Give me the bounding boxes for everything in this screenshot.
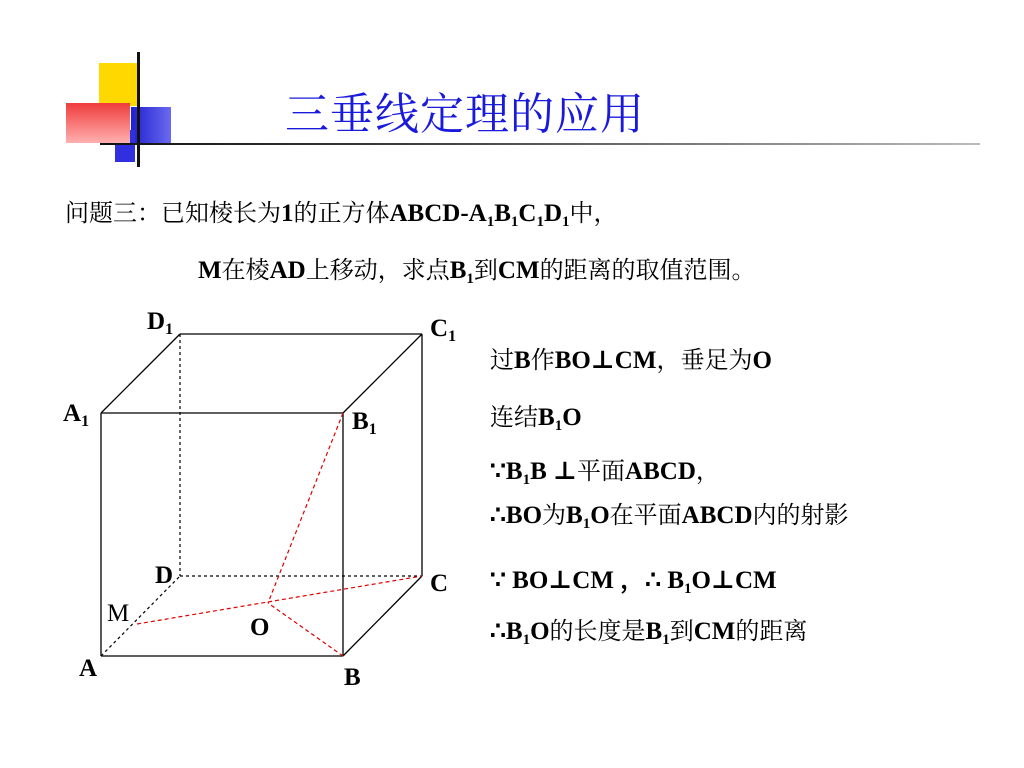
edge-B1-C1 [343,334,422,413]
label-B1: $B_1$ [352,408,377,438]
problem-line-2: M在棱AD上移动，求点$B_1$到CM的距离的取值范围。 [198,256,756,287]
segment-B1-O [268,413,343,603]
edge-A1-D1 [101,334,180,413]
label-D: D [155,562,174,589]
solution-step-4: ∴BO为$B_1O$在平面ABCD内的射影 [490,501,849,532]
solution-step-5: ∵ BO⊥CM ，∴ $B_1O\perp CM$ [490,567,777,597]
label-A1: $A_1$ [63,400,90,430]
label-D1: $D_1$ [147,308,174,338]
solution-step-3: $\because B_1B$ ⊥平面ABCD， [490,457,720,488]
solution-step-2: 连结$B_1O$ [490,403,582,434]
segment-M-C [137,576,422,624]
solution-step-6: $\therefore B_1O$的长度是$B_1$到CM的距离 [490,617,808,648]
problem-line-1: 问题三：已知棱长为1的正方体ABCD-$A_1B_1C_1D_1$中， [65,199,618,230]
label-O: O [250,614,270,641]
label-C: C [430,570,449,597]
label-B: B [344,664,361,691]
label-C1: $C_1$ [430,315,457,345]
label-M: M [107,600,130,627]
edge-B-C [343,576,422,656]
solution-step-1: 过B作BO⊥CM，垂足为O [490,346,772,374]
label-A: A [79,655,98,682]
segment-B-O [268,603,343,656]
page-title: 三垂线定理的应用 [285,89,645,140]
